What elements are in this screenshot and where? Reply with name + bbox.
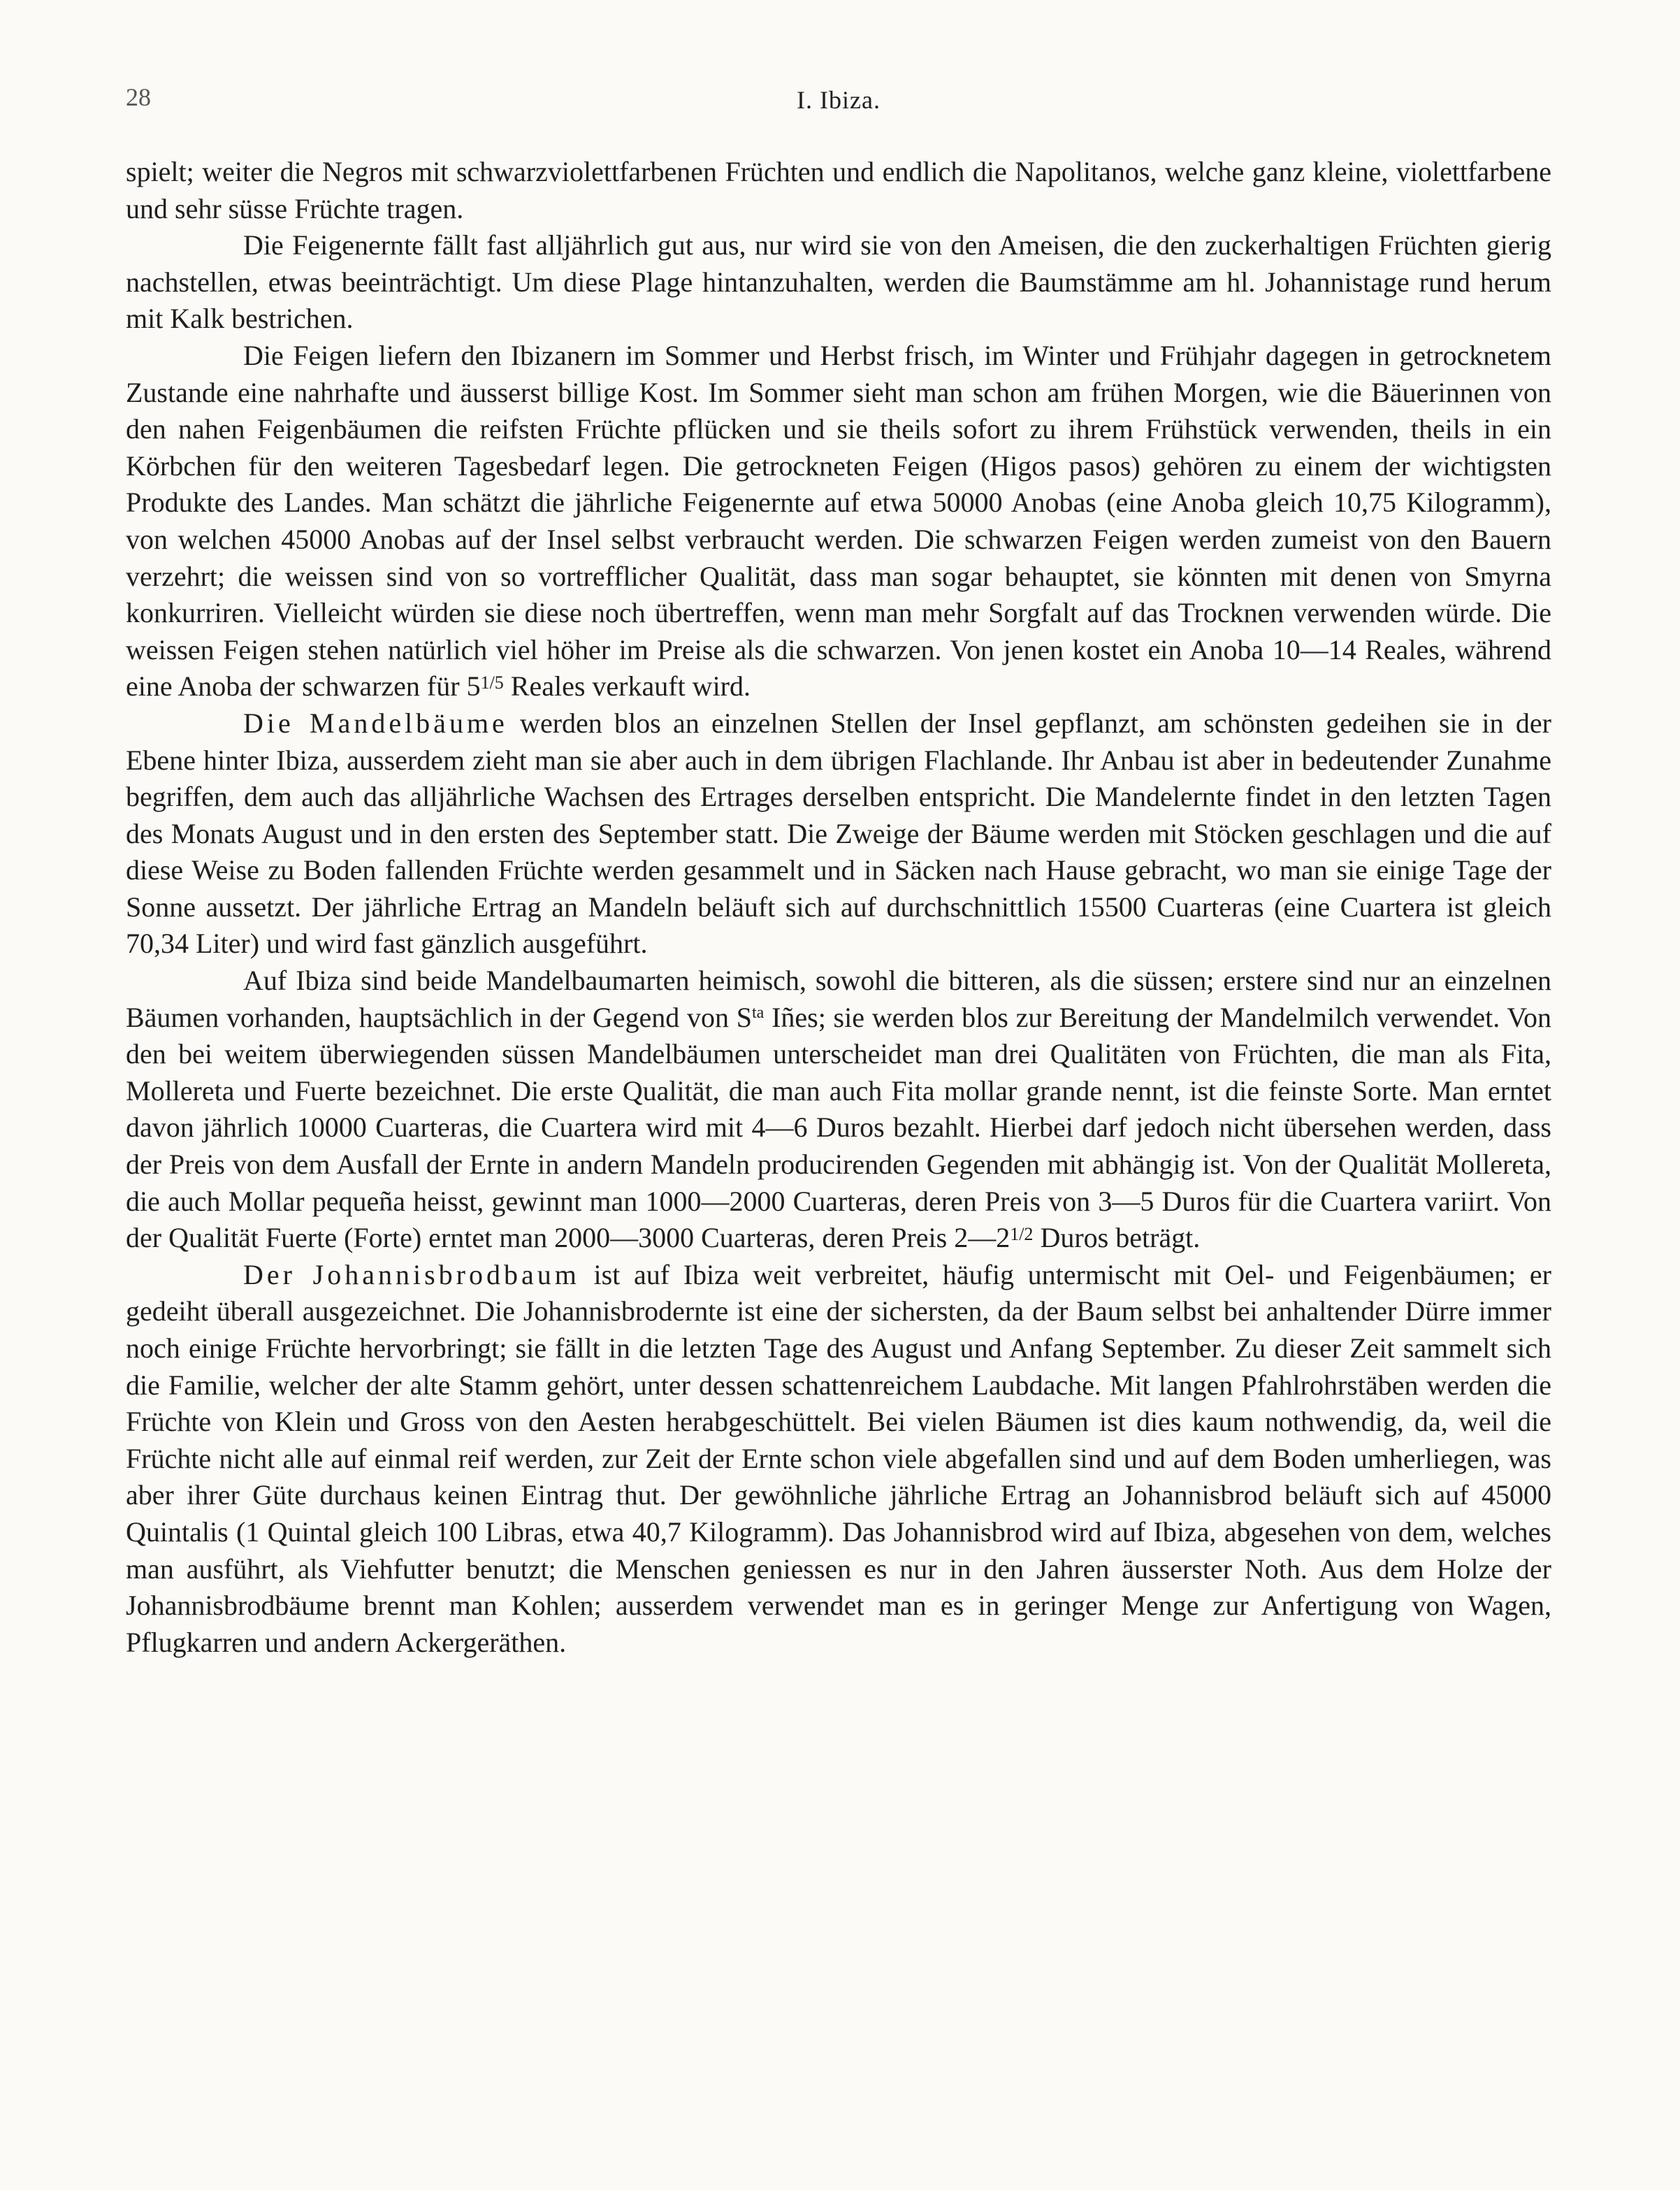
book-page bbox=[126, 0, 1551, 2190]
paragraph: Auf Ibiza sind beide Mandelbaumarten heimisch, sowohl die bitteren, als die süssen; erstere sind nur an einzelnen Bäumen vorhanden, hauptsächlich in der Gegend von $S^{ta}$ Iñes; sie werden blos zur Bereitung der Mandelmilch verwendet. Von den bei weitem überwiegenden süssen Mandelbäumen unterscheidet man drei Qualitäten von Früchten, die man als Fita, Mollereta und Fuerte bezeichnet. Die erste Qualität, die man auch Fita mollar grande nennt, ist die feinste Sorte. Man erntet davon jährlich 10000 Cuarteras, die Cuartera wird mit 4—6 Duros bezahlt. Hierbei darf jedoch nicht übersehen werden, dass der Preis von dem Ausfall der Ernte in andern Mandeln producirenden Gegenden mit abhängig ist. Von der Qualität Mollereta, die auch Mollar pequeña heisst, gewinnt man 1000—2000 Cuarteras, deren Preis von 3—5 Duros für die Cuartera variirt. Von der Qualität Fuerte (Forte) erntet man 2000—3000 Cuarteras, deren Preis $2—2^{1/2}$ Duros beträgt. bbox=[126, 965, 1551, 1254]
body-text bbox=[126, 154, 1551, 1661]
emphasized-term: Der Johannisbrodbaum bbox=[243, 1258, 580, 1290]
running-title: I. Ibiza. bbox=[797, 86, 881, 114]
page-number: 28 bbox=[126, 83, 151, 111]
fraction: 1/5 bbox=[480, 672, 504, 693]
paragraph: Der Johannisbrodbaum ist auf Ibiza weit verbreitet, häufig untermischt mit Oel- und Feigenbäumen; er gedeiht überall ausgezeichnet. Die Johannisbrodernte ist eine der sichersten, da der Baum selbst bei anhaltender Dürre immer noch einige Früchte hervorbringt; sie fällt in die letzten Tage des August und Anfang September. Zu dieser Zeit sammelt sich die Familie, welcher der alte Stamm gehört, unter dessen schattenreichem Laubdache. Mit langen Pfahlrohrstäben werden die Früchte von Klein und Gross von den Aesten herabgeschüttelt. Bei vielen Bäumen ist dies kaum nothwendig, da, weil die Früchte nicht alle auf einmal reif werden, zur Zeit der Ernte schon viele abgefallen sind und auf dem Boden umherliegen, was aber ihrer Güte durchaus keinen Eintrag thut. Der gewöhnliche jährliche Ertrag an Johannisbrod beläuft sich auf 45000 Quintalis (1 Quintal gleich 100 Libras, etwa 40,7 Kilogramm). Das Johannisbrod wird auf Ibiza, abgesehen von dem, welches man ausführt, als Viehfutter benutzt; die Menschen geniessen es nur in den Jahren äusserster Noth. Aus dem Holze der Johannisbrodbäume brennt man Kohlen; ausserdem verwendet man es in geringer Menge zur Anfertigung von Wagen, Pflugkarren und andern Ackergeräthen. bbox=[126, 1258, 1551, 1658]
emphasized-term: Die Mandelbäume bbox=[243, 707, 508, 739]
paragraph: Die Feigen liefern den Ibizanern im Sommer und Herbst frisch, im Winter und Frühjahr dagegen in getrocknetem Zustande eine nahrhafte und äusserst billige Kost. Im Sommer sieht man schon am frühen Morgen, wie die Bäuerinnen von den nahen Feigenbäumen die reifsten Früchte pflücken und sie theils sofort zu ihrem Frühstück verwenden, theils in ein Körbchen für den weiteren Tagesbedarf legen. Die getrockneten Feigen (Higos pasos) gehören zu einem der wichtigsten Produkte des Landes. Man schätzt die jährliche Feigenernte auf etwa 50000 Anobas (eine Anoba gleich 10,75 Kilogramm), von welchen 45000 Anobas auf der Insel selbst verbraucht werden. Die schwarzen Feigen werden zumeist von den Bauern verzehrt; die weissen sind von so vortrefflicher Qualität, dass man sogar behauptet, sie könnten mit denen von Smyrna konkurriren. Vielleicht würden sie diese noch übertreffen, wenn man mehr Sorgfalt auf das Trocknen verwenden würde. Die weissen Feigen stehen natürlich viel höher im Preise als die schwarzen. Von jenen kostet ein Anoba 10—14 Reales, während eine Anoba der schwarzen für $5^{1/5}$ Reales verkauft wird. bbox=[126, 339, 1551, 703]
fraction: 1/2 bbox=[1010, 1224, 1034, 1245]
paragraph: spielt; weiter die Negros mit schwarzviolettfarbenen Früchten und endlich die Napolitanos, welche ganz kleine, violettfarbene und sehr süsse Früchte tragen. bbox=[126, 156, 1551, 224]
paragraph: Die Feigenernte fällt fast alljährlich gut aus, nur wird sie von den Ameisen, die den zuckerhaltigen Früchten gierig nachstellen, etwas beeinträchtigt. Um diese Plage hintanzuhalten, werden die Baumstämme am hl. Johannistage rund herum mit Kalk bestrichen. bbox=[126, 229, 1551, 335]
superscript: ta bbox=[752, 1003, 765, 1022]
paragraph: Die Mandelbäume werden blos an einzelnen Stellen der Insel gepflanzt, am schönsten gedeihen sie in der Ebene hinter Ibiza, ausserdem zieht man sie aber auch in dem übrigen Flachlande. Ihr Anbau ist aber in bedeutender Zunahme begriffen, dem auch das alljährliche Wachsen des Ertrages derselben entspricht. Die Mandelernte findet in den letzten Tagen des Monats August und in den ersten des September statt. Die Zweige der Bäume werden mit Stöcken geschlagen und die auf diese Weise zu Boden fallenden Früchte werden gesammelt und in Säcken nach Hause gebracht, wo man sie einige Tage der Sonne aussetzt. Der jährliche Ertrag an Mandeln beläuft sich auf durchschnittlich 15500 Cuarteras (eine Cuartera ist gleich 70,34 Liter) und wird fast gänzlich ausgeführt. bbox=[126, 707, 1551, 960]
